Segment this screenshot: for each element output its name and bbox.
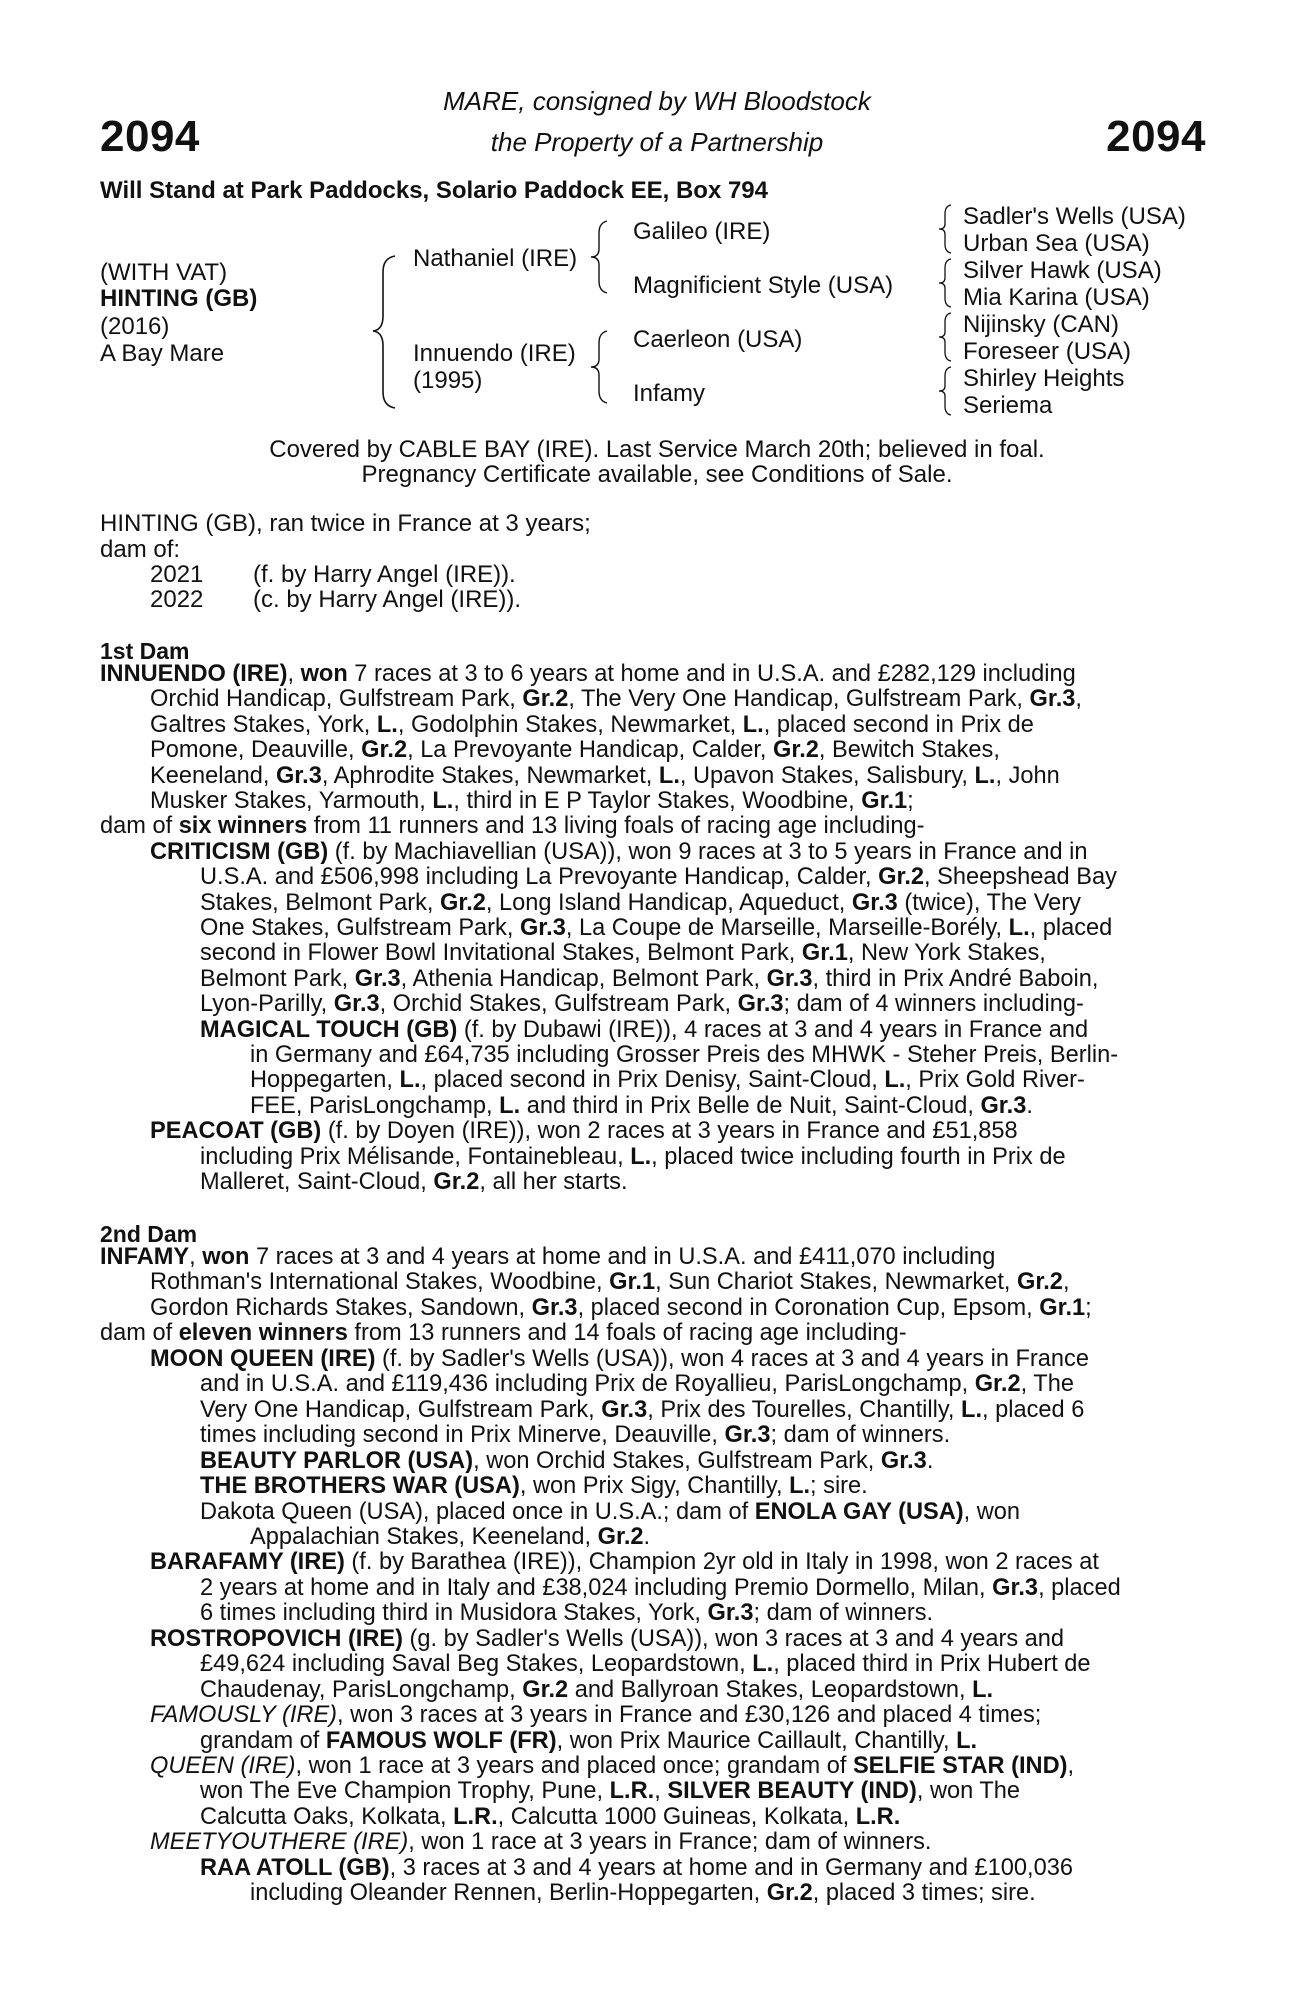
pedigree-text-line: MAGICAL TOUCH (GB) (f. by Dubawi (IRE)), 4 races at 3 and 4 years in France and [200,1016,1089,1043]
pedigree-text-line: in Germany and £64,735 including Grosser Preis des MHWK - Steher Preis, Berlin- [250,1042,1119,1068]
pedigree-text-line: One Stakes, Gulfstream Park, Gr.3, La Coupe de Marseille, Marseille-Borély, L., placed [200,915,1113,941]
pedigree-brace-sd [935,256,957,310]
produce-intro: HINTING (GB), ran twice in France at 3 years; [100,510,591,537]
pedigree-text-line: ROSTROPOVICH (IRE) (g. by Sadler's Wells (USA)), won 3 races at 3 and 4 years and [150,1625,1065,1652]
pedigree-text-line: £49,624 including Saval Beg Stakes, Leopardstown, L., placed third in Prix Hubert de [200,1651,1091,1678]
pedigree-sire-sire: Galileo (IRE) [633,218,771,245]
pedigree-sdd: Mia Karina (USA) [963,284,1150,311]
pedigree-dss: Nijinsky (CAN) [963,311,1119,338]
produce-foal: (c. by Harry Angel (IRE)). [253,586,522,613]
pedigree-brace-main [365,250,415,412]
horse-year: (2016) [100,313,170,340]
lot-number-right: 2094 [1106,112,1206,161]
pedigree-text-line: FAMOUSLY (IRE), won 3 races at 3 years in France and £30,126 and placed 4 times; [150,1702,1042,1729]
pedigree-text-line: BARAFAMY (IRE) (f. by Barathea (IRE)), Champion 2yr old in Italy in 1998, won 2 races at [150,1549,1099,1576]
pedigree-text-line: Appalachian Stakes, Keeneland, Gr.2. [250,1523,651,1550]
pedigree-text-line: Rothman's International Stakes, Woodbine, Gr.1, Sun Chariot Stakes, Newmarket, Gr.2, [150,1269,1070,1296]
pedigree-text-line: INNUENDO (IRE), won 7 races at 3 to 6 years at home and in U.S.A. and £282,129 including [100,661,1076,687]
pedigree-brace-ds [935,310,957,364]
pedigree-text-line: CRITICISM (GB) (f. by Machiavellian (USA)), won 9 races at 3 to 5 years in France and in [150,838,1088,865]
produce-year: 2021 [150,561,204,588]
pedigree-text-line: RAA ATOLL (GB), 3 races at 3 and 4 years at home and in Germany and £100,036 [200,1854,1073,1881]
pedigree-text-line: Hoppegarten, L., placed second in Prix Denisy, Saint-Cloud, L., Prix Gold River- [250,1067,1085,1094]
pedigree-text-line: and in U.S.A. and £119,436 including Prix de Royallieu, ParisLongchamp, Gr.2, The [200,1371,1074,1398]
pedigree-text-line: Stakes, Belmont Park, Gr.2, Long Island Handicap, Aqueduct, Gr.3 (twice), The Very [200,889,1081,916]
pedigree-brace-dd [935,364,957,418]
pedigree-brace-dam [585,327,615,407]
pedigree-text-line: Galtres Stakes, York, L., Godolphin Stakes, Newmarket, L., placed second in Prix de [150,711,1034,738]
pedigree-dds: Shirley Heights [963,365,1125,392]
pedigree-brace-ss [935,202,957,256]
pedigree-text-line: THE BROTHERS WAR (USA), won Prix Sigy, Chantilly, L.; sire. [200,1473,868,1500]
produce-dam-of: dam of: [100,536,181,563]
pedigree-text-line: Lyon-Parilly, Gr.3, Orchid Stakes, Gulfstream Park, Gr.3; dam of 4 winners including- [200,991,1084,1018]
pedigree-text-line: Orchid Handicap, Gulfstream Park, Gr.2, The Very One Handicap, Gulfstream Park, Gr.3, [150,686,1082,713]
pedigree-text-line: Very One Handicap, Gulfstream Park, Gr.3, Prix des Tourelles, Chantilly, L., placed 6 [200,1396,1085,1423]
pedigree-text-line: Pomone, Deauville, Gr.2, La Prevoyante Handicap, Calder, Gr.2, Bewitch Stakes, [150,737,1000,764]
pedigree-dam-sire: Caerleon (USA) [633,326,803,353]
pedigree-ddd: Seriema [963,392,1053,419]
horse-description: A Bay Mare [100,340,225,367]
pedigree-text-line: INFAMY, won 7 races at 3 and 4 years at home and in U.S.A. and £411,070 including [100,1244,996,1270]
covered-line-2: Pregnancy Certificate available, see Conditions of Sale. [361,461,953,488]
covered-line-1: Covered by CABLE BAY (IRE). Last Service March 20th; believed in foal. [269,436,1045,463]
pedigree-ssd: Urban Sea (USA) [963,230,1150,257]
pedigree-dam: Innuendo (IRE) [413,340,576,367]
stand-location: Will Stand at Park Paddocks, Solario Paddock EE, Box 794 [100,177,769,204]
pedigree-dsd: Foreseer (USA) [963,338,1132,365]
pedigree-text-line: Dakota Queen (USA), placed once in U.S.A.; dam of ENOLA GAY (USA), won [200,1498,1021,1525]
produce-foal: (f. by Harry Angel (IRE)). [253,561,516,588]
pedigree-text-line: dam of six winners from 11 runners and 13 living foals of racing age including- [100,813,925,840]
pedigree-text-line: including Prix Mélisande, Fontainebleau, L., placed twice including fourth in Prix de [200,1143,1066,1170]
pedigree-text-line: won The Eve Champion Trophy, Pune, L.R., SILVER BEAUTY (IND), won The [200,1778,1021,1805]
pedigree-text-line: PEACOAT (GB) (f. by Doyen (IRE)), won 2 races at 3 years in France and £51,858 [150,1118,1018,1145]
pedigree-text-line: MEETYOUTHERE (IRE), won 1 race at 3 years in France; dam of winners. [150,1829,932,1856]
pedigree-text-line: BEAUTY PARLOR (USA), won Orchid Stakes, Gulfstream Park, Gr.3. [200,1447,934,1474]
pedigree-text-line: Chaudenay, ParisLongchamp, Gr.2 and Ballyroan Stakes, Leopardstown, L. [200,1676,994,1703]
pedigree-text-line: second in Flower Bowl Invitational Stakes, Belmont Park, Gr.1, New York Stakes, [200,940,1046,967]
pedigree-text-line: Belmont Park, Gr.3, Athenia Handicap, Belmont Park, Gr.3, third in Prix André Baboin, [200,965,1099,992]
pedigree-dam-dam: Infamy [633,380,706,407]
pedigree-brace-sire [585,217,615,297]
pedigree-text-line: times including second in Prix Minerve, Deauville, Gr.3; dam of winners. [200,1422,951,1449]
pedigree-text-line: Gordon Richards Stakes, Sandown, Gr.3, placed second in Coronation Cup, Epsom, Gr.1; [150,1294,1092,1321]
pedigree-text-line: U.S.A. and £506,998 including La Prevoyante Handicap, Calder, Gr.2, Sheepshead Bay [200,864,1117,891]
pedigree-text-line: grandam of FAMOUS WOLF (FR), won Prix Maurice Caillault, Chantilly, L. [200,1727,978,1754]
lot-number-left: 2094 [100,112,200,161]
pedigree-text-line: MOON QUEEN (IRE) (f. by Sadler's Wells (USA)), won 4 races at 3 and 4 years in France [150,1345,1089,1372]
pedigree-text-line: Calcutta Oaks, Kolkata, L.R., Calcutta 1000 Guineas, Kolkata, L.R. [200,1803,901,1830]
consignor-line: MARE, consigned by WH Bloodstock [443,86,871,116]
property-line: the Property of a Partnership [490,127,824,157]
pedigree-text-line: QUEEN (IRE), won 1 race at 3 years and placed once; grandam of SELFIE STAR (IND), [150,1753,1075,1779]
pedigree-text-line: 2 years at home and in Italy and £38,024 including Premio Dormello, Milan, Gr.3, placed [200,1574,1121,1601]
pedigree-sire: Nathaniel (IRE) [413,245,578,272]
pedigree-sss: Sadler's Wells (USA) [963,203,1186,230]
vat-label: (WITH VAT) [100,259,228,286]
pedigree-sds: Silver Hawk (USA) [963,257,1162,284]
pedigree-dam-year: (1995) [413,367,483,394]
pedigree-text-line: Musker Stakes, Yarmouth, L., third in E P Taylor Stakes, Woodbine, Gr.1; [150,788,914,814]
pedigree-sire-dam: Magnificient Style (USA) [633,272,894,299]
pedigree-text-line: dam of eleven winners from 13 runners and 14 foals of racing age including- [100,1320,907,1347]
pedigree-text-line: FEE, ParisLongchamp, L. and third in Prix Belle de Nuit, Saint-Cloud, Gr.3. [250,1092,1033,1119]
pedigree-text-line: Keeneland, Gr.3, Aphrodite Stakes, Newmarket, L., Upavon Stakes, Salisbury, L., John [150,762,1060,789]
pedigree-text-line: including Oleander Rennen, Berlin-Hoppegarten, Gr.2, placed 3 times; sire. [250,1880,1036,1907]
produce-year: 2022 [150,586,204,613]
first-dam-heading: 1st Dam [100,638,190,664]
pedigree-text-line: Malleret, Saint-Cloud, Gr.2, all her starts. [200,1169,628,1195]
pedigree-text-line: 6 times including third in Musidora Stakes, York, Gr.3; dam of winners. [200,1600,934,1627]
horse-name: HINTING (GB) [100,285,258,312]
second-dam-heading: 2nd Dam [100,1221,198,1247]
